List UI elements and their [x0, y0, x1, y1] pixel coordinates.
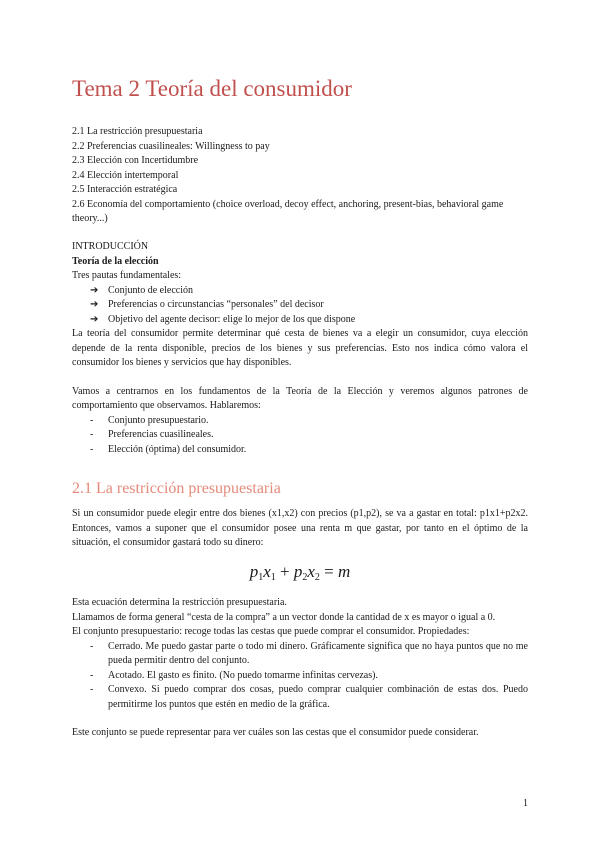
arrow-icon: ➔ — [90, 284, 99, 296]
toc-item: 2.1 La restricción presupuestaria — [72, 126, 203, 137]
list-item-text: Cerrado. Me puedo gastar parte o todo mi dinero. Gráficamente significa que no haya puntos que no me pueda permitir dentro del conjunto. — [108, 640, 528, 666]
spacer — [72, 712, 528, 726]
intro-paragraph: La teoría del consumidor permite determinar qué cesta de bienes va a elegir un consumidor, cuya elección depende de la renta disponible, precios de los bienes y sus preferencias. Esto nos indica cómo valora el consumidor los bienes y servicios que hay disponibles. — [72, 328, 528, 368]
section-line: El conjunto presupuestario: recoge todas las cestas que puede comprar el consumidor. Propiedades: — [72, 626, 470, 637]
dash-marker: - — [90, 414, 94, 426]
list-item-text: Objetivo del agente decisor: elige lo mejor de los que dispone — [108, 313, 356, 325]
intro-heading: INTRODUCCIÓN — [72, 241, 149, 252]
properties-list — [72, 640, 528, 713]
section-line: Esta ecuación determina la restricción presupuestaria. — [72, 597, 287, 608]
toc-item: 2.5 Interacción estratégica — [72, 184, 178, 195]
toc-item: 2.4 Elección intertemporal — [72, 169, 179, 181]
list-item-text: Elección (óptima) del consumidor. — [108, 443, 247, 455]
spacer — [72, 371, 528, 385]
list-item-text: Conjunto de elección — [108, 284, 193, 296]
list-item — [72, 284, 528, 299]
arrow-icon: ➔ — [90, 313, 99, 325]
toc-item: 2.2 Preferencias cuasilineales: Willingness to pay — [72, 140, 270, 152]
topics-list — [72, 414, 528, 458]
list-item — [72, 443, 528, 458]
list-item-text: Preferencias o circunstancias “personales” del decisor — [108, 299, 324, 310]
document-title: Tema 2 Teoría del consumidor — [72, 76, 352, 101]
toc-item: 2.3 Elección con Incertidumbre — [72, 155, 199, 166]
section-paragraph: Si un consumidor puede elegir entre dos bienes (x1,x2) con precios (p1,p2), se va a gastar en total: p1x1+p2x2. Entonces, vamos a suponer que el consumidor posee una renta m que gastar, por tanto en el óptimo de la situación, el consumidor gastará todo su dinero: — [72, 508, 528, 548]
budget-equation: $p_1x_1 + p_2x_2 = m$ — [249, 562, 351, 583]
dash-marker: - — [90, 429, 94, 440]
list-item-text: Acotado. El gasto es finito. (No puedo tomarme infinitas cervezas). — [108, 669, 378, 681]
list-item — [72, 640, 528, 669]
table-of-contents — [72, 125, 528, 227]
intro-subheading: Teoría de la elección — [72, 255, 159, 267]
list-item-text: Conjunto presupuestario. — [108, 414, 209, 426]
page-number: 1 — [523, 798, 528, 809]
dash-marker: - — [90, 684, 94, 695]
section-body — [72, 596, 528, 741]
list-item-text: Convexo. Si puedo comprar dos cosas, puedo comprar cualquier combinación de estas dos. Puedo permitirme los puntos que estén en medio de la gráfica. — [108, 684, 528, 710]
list-item — [72, 298, 528, 313]
section-closing: Este conjunto se puede representar para ver cuáles son las cestas que el consumidor puede considerar. — [72, 727, 479, 738]
list-item-text: Preferencias cuasilineales. — [108, 429, 214, 440]
list-item — [72, 669, 528, 684]
pautas-list — [72, 284, 528, 328]
list-item — [72, 428, 528, 443]
intro-section — [72, 240, 528, 457]
intro-paragraph: Vamos a centrarnos en los fundamentos de la Teoría de la Elección y veremos algunos patrones de comportamiento que observamos. Hablaremos: — [72, 385, 528, 411]
list-item — [72, 414, 528, 429]
section-heading: 2.1 La restricción presupuestaria — [72, 480, 281, 497]
dash-marker: - — [90, 640, 94, 652]
dash-marker: - — [90, 669, 94, 681]
pautas-label: Tres pautas fundamentales: — [72, 270, 182, 281]
list-item — [72, 683, 528, 712]
section-line: Llamamos de forma general “cesta de la compra” a un vector donde la cantidad de x es mayor o igual a 0. — [72, 611, 496, 623]
dash-marker: - — [90, 443, 94, 455]
list-item — [72, 313, 528, 328]
toc-item: 2.6 Economía del comportamiento (choice overload, decoy effect, anchoring, present-bias, behavioral game theory...) — [72, 198, 504, 224]
arrow-icon: ➔ — [90, 299, 99, 310]
